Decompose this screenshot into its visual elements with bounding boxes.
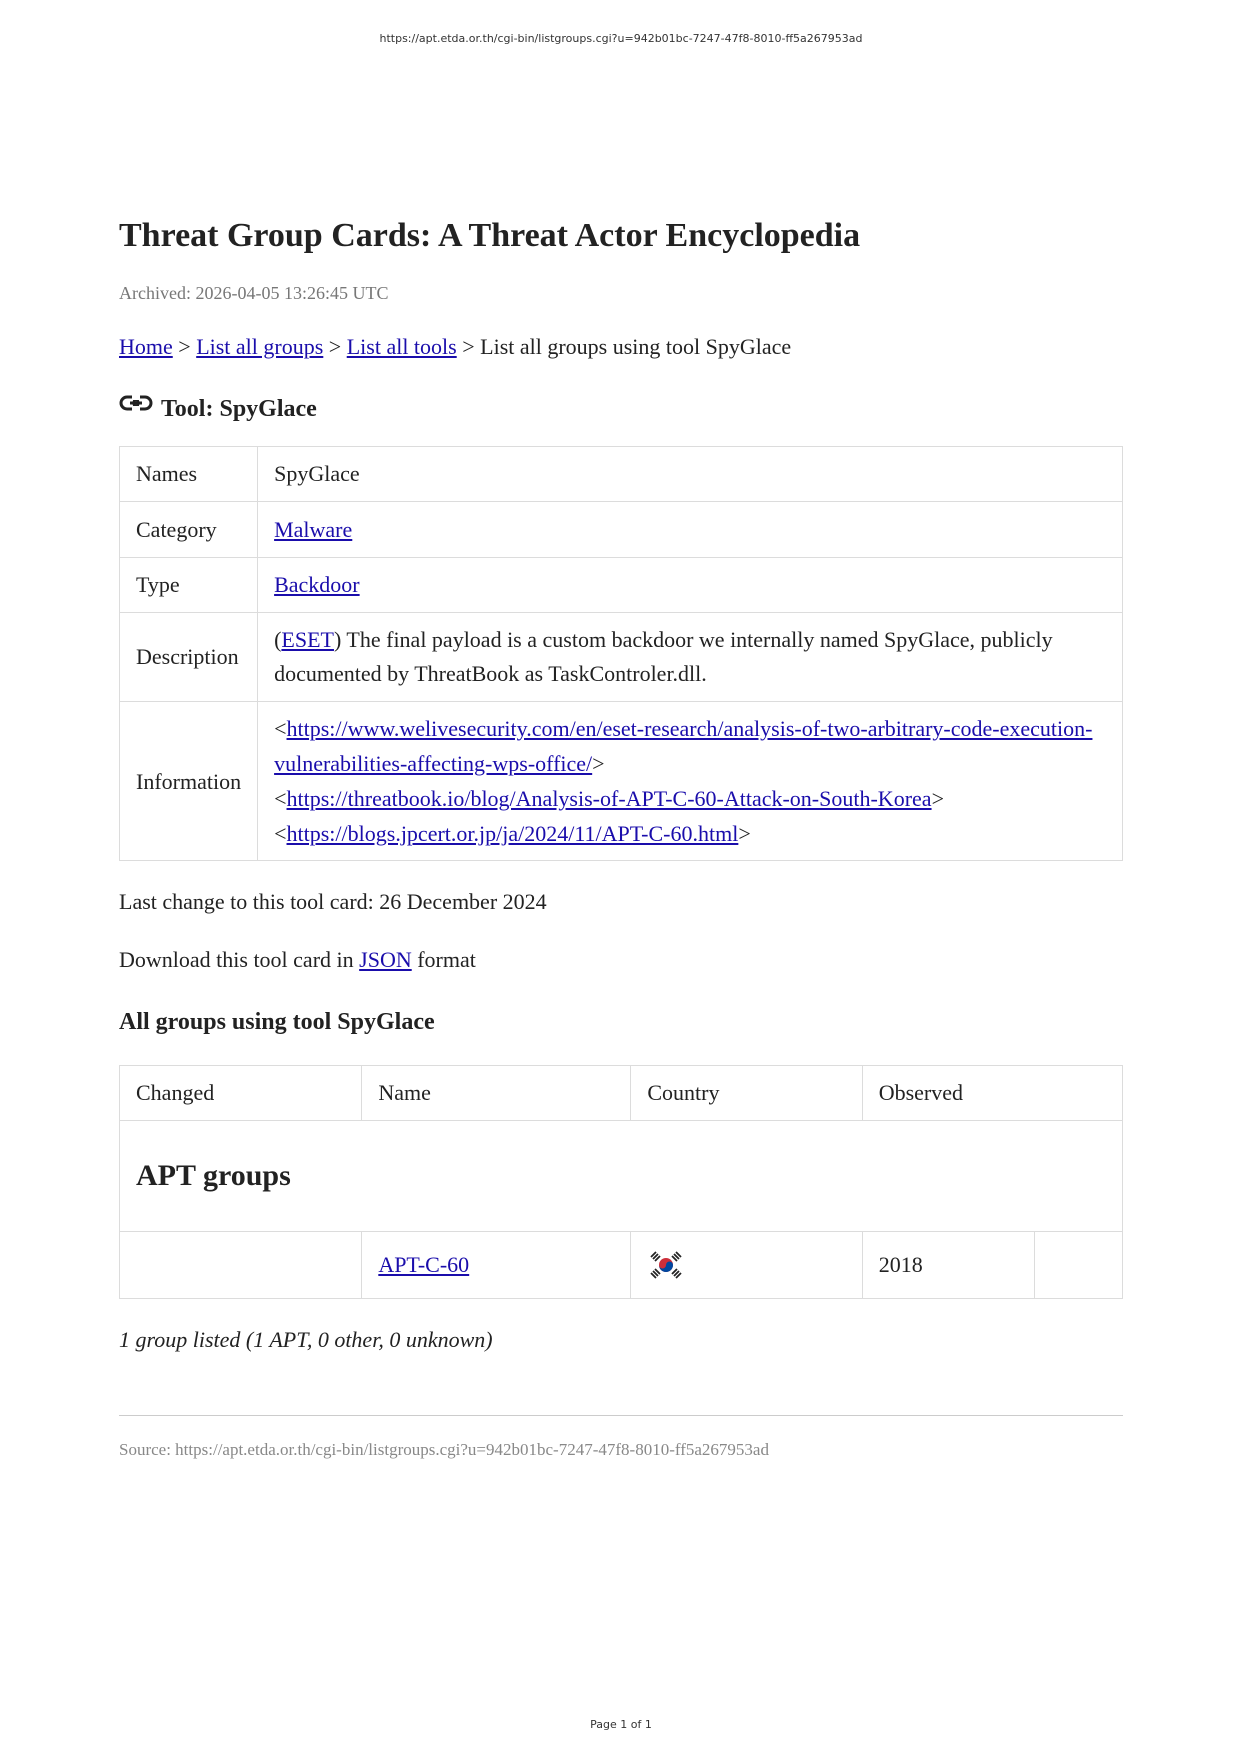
description-label: Description — [120, 613, 258, 702]
name-cell — [362, 1232, 631, 1299]
country-cell — [631, 1232, 862, 1299]
section-title: APT groups — [136, 1159, 291, 1192]
category-cell — [258, 502, 1123, 558]
observed-cell: 2018 — [862, 1232, 1035, 1299]
category-link[interactable]: Malware — [274, 516, 353, 542]
link-icon — [119, 394, 153, 414]
type-link[interactable]: Backdoor — [274, 572, 360, 597]
names-value: SpyGlace — [258, 447, 1123, 502]
table-header-row — [120, 1066, 1123, 1121]
information-label: Information — [120, 702, 258, 861]
table-row — [120, 613, 1123, 702]
page-title: Threat Group Cards: A Threat Actor Encyclopedia — [119, 217, 861, 254]
main-content — [119, 212, 1123, 1462]
reference-link[interactable]: https://threatbook.io/blog/Analysis-of-APT-C-60-Attack-on-South-Korea — [286, 786, 932, 811]
category-label: Category — [120, 502, 258, 558]
reference-link[interactable]: https://blogs.jpcert.or.jp/ja/2024/11/APT-C-60.html — [286, 821, 739, 846]
breadcrumb-groups-link[interactable]: List all groups — [196, 334, 324, 359]
description-text: ) The final payload is a custom backdoor we internally named SpyGlace, publicly documented by ThreatBook as TaskControler.dll. — [274, 627, 1053, 686]
information-reference: <https://blogs.jpcert.or.jp/ja/2024/11/APT-C-60.html> — [274, 821, 751, 846]
empty-cell — [1035, 1232, 1123, 1299]
group-link[interactable]: APT-C-60 — [378, 1252, 470, 1277]
column-header-name: Name — [362, 1066, 631, 1121]
table-row — [120, 447, 1123, 502]
groups-table — [119, 1065, 1123, 1299]
breadcrumb-tools-link[interactable]: List all tools — [346, 334, 457, 359]
changed-cell — [120, 1232, 362, 1299]
table-row — [120, 558, 1123, 613]
download-text: Download this tool card in — [119, 947, 354, 972]
reference-link[interactable]: https://www.welivesecurity.com/en/eset-research/analysis-of-two-arbitrary-code-execution-vulnerabilities-affecting-wps-office/ — [274, 716, 1093, 776]
table-row — [120, 1232, 1123, 1299]
download-format-text: format — [417, 947, 476, 972]
type-label: Type — [120, 558, 258, 613]
table-row — [120, 702, 1123, 861]
breadcrumb-separator: > — [178, 334, 191, 359]
download-line — [119, 945, 1123, 975]
section-cell — [120, 1121, 1123, 1232]
information-reference: <https://threatbook.io/blog/Analysis-of-APT-C-60-Attack-on-South-Korea> — [274, 786, 944, 811]
information-reference: <https://www.welivesecurity.com/en/eset-research/analysis-of-two-arbitrary-code-execution-vulnerabilities-affecting-wps-office/> — [274, 716, 1093, 776]
tool-heading-text: Tool: SpyGlace — [161, 396, 317, 422]
print-header-url: https://apt.etda.or.th/cgi-bin/listgroups.cgi?u=942b01bc-7247-47f8-8010-ff5a267953ad — [379, 32, 863, 45]
groups-summary: 1 group listed (1 APT, 0 other, 0 unknown) — [119, 1327, 493, 1352]
archived-timestamp: Archived: 2026-04-05 13:26:45 UTC — [119, 283, 389, 303]
breadcrumb-separator: > — [328, 334, 342, 359]
last-change: Last change to this tool card: 26 December 2024 — [119, 889, 547, 914]
breadcrumb-home-link[interactable]: Home — [119, 334, 173, 359]
description-paren: ( — [274, 627, 282, 652]
section-row — [120, 1121, 1123, 1232]
description-source-link[interactable]: ESET — [281, 627, 334, 652]
description-cell — [258, 613, 1123, 702]
divider — [119, 1415, 1123, 1416]
tool-info-table — [119, 446, 1123, 861]
table-row — [120, 502, 1123, 558]
page-number: Page 1 of 1 — [590, 1718, 652, 1731]
information-cell — [258, 702, 1123, 861]
column-header-observed: Observed — [862, 1066, 1122, 1121]
tool-heading — [119, 394, 1123, 424]
south-korea-flag-icon — [647, 1250, 685, 1280]
groups-heading: All groups using tool SpyGlace — [119, 1009, 435, 1035]
names-label: Names — [120, 447, 258, 502]
source-url: Source: https://apt.etda.or.th/cgi-bin/listgroups.cgi?u=942b01bc-7247-47f8-8010-ff5a267953ad — [119, 1440, 769, 1459]
json-download-link[interactable]: JSON — [359, 947, 412, 972]
type-cell — [258, 558, 1123, 613]
column-header-country: Country — [631, 1066, 862, 1121]
breadcrumb — [119, 332, 1123, 362]
breadcrumb-current: List all groups using tool SpyGlace — [480, 334, 792, 359]
breadcrumb-separator: > — [462, 334, 475, 359]
column-header-changed: Changed — [120, 1066, 362, 1121]
